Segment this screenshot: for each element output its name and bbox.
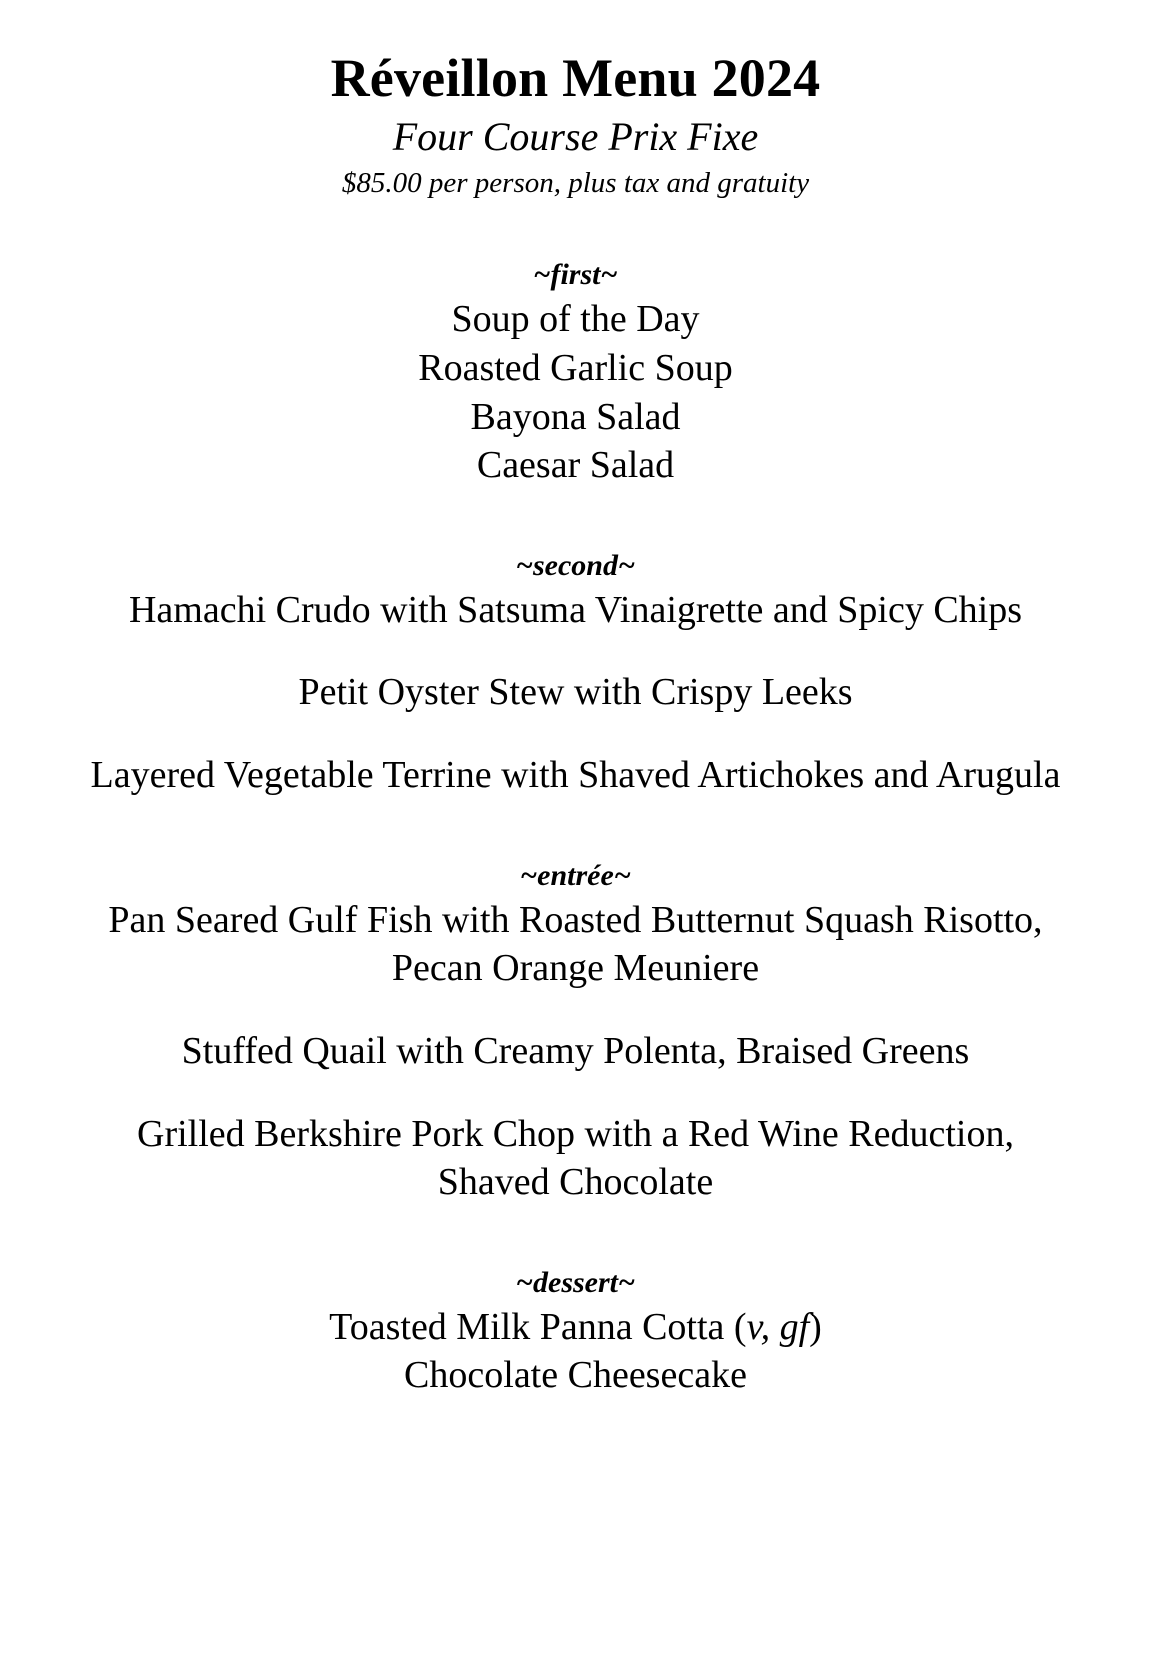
course-header-second: ~second~ <box>515 548 636 582</box>
dish-line-1: Grilled Berkshire Pork Chop with a Red Wine Reduction, <box>137 1112 1014 1155</box>
dish-item <box>72 1303 1079 1352</box>
course-header-first: ~first~ <box>533 258 618 292</box>
dish-list-second <box>72 586 1079 800</box>
course-header-dessert: ~dessert~ <box>515 1265 636 1299</box>
course-section-first <box>72 257 1079 490</box>
course-section-second <box>72 548 1079 800</box>
dish-item: Petit Oyster Stew with Crispy Leeks <box>298 671 853 714</box>
page-title: Réveillon Menu 2024 <box>330 48 821 108</box>
dish-item: Bayona Salad <box>470 395 681 438</box>
dietary-note-close: ) <box>809 1305 822 1348</box>
dish-item <box>72 896 1079 993</box>
dish-name: Toasted Milk Panna Cotta ( <box>329 1305 747 1348</box>
dish-item: Hamachi Crudo with Satsuma Vinaigrette and Spicy Chips <box>128 588 1023 631</box>
dish-line-2: Pecan Orange Meuniere <box>391 947 760 990</box>
menu-price-note: $85.00 per person, plus tax and gratuity <box>341 167 810 200</box>
dish-item <box>72 1110 1079 1207</box>
dish-list-entree <box>72 896 1079 1207</box>
course-header-entree: ~entrée~ <box>520 858 631 892</box>
dietary-note: v, gf <box>746 1305 810 1348</box>
menu-subtitle: Four Course Prix Fixe <box>392 114 759 160</box>
course-section-entree <box>72 858 1079 1207</box>
dish-item: Roasted Garlic Soup <box>418 346 733 389</box>
course-section-dessert <box>72 1265 1079 1400</box>
dish-line-2: Shaved Chocolate <box>437 1161 714 1204</box>
dish-list-first <box>72 295 1079 490</box>
dish-line-1: Pan Seared Gulf Fish with Roasted Butternut Squash Risotto, <box>108 898 1043 941</box>
dish-item: Soup of the Day <box>451 298 700 341</box>
dish-item: Chocolate Cheesecake <box>404 1354 747 1397</box>
dish-item: Stuffed Quail with Creamy Polenta, Braised Greens <box>181 1029 970 1072</box>
dish-item: Caesar Salad <box>476 444 675 487</box>
dish-list-dessert <box>72 1303 1079 1400</box>
dish-item: Layered Vegetable Terrine with Shaved Artichokes and Arugula <box>90 754 1061 797</box>
